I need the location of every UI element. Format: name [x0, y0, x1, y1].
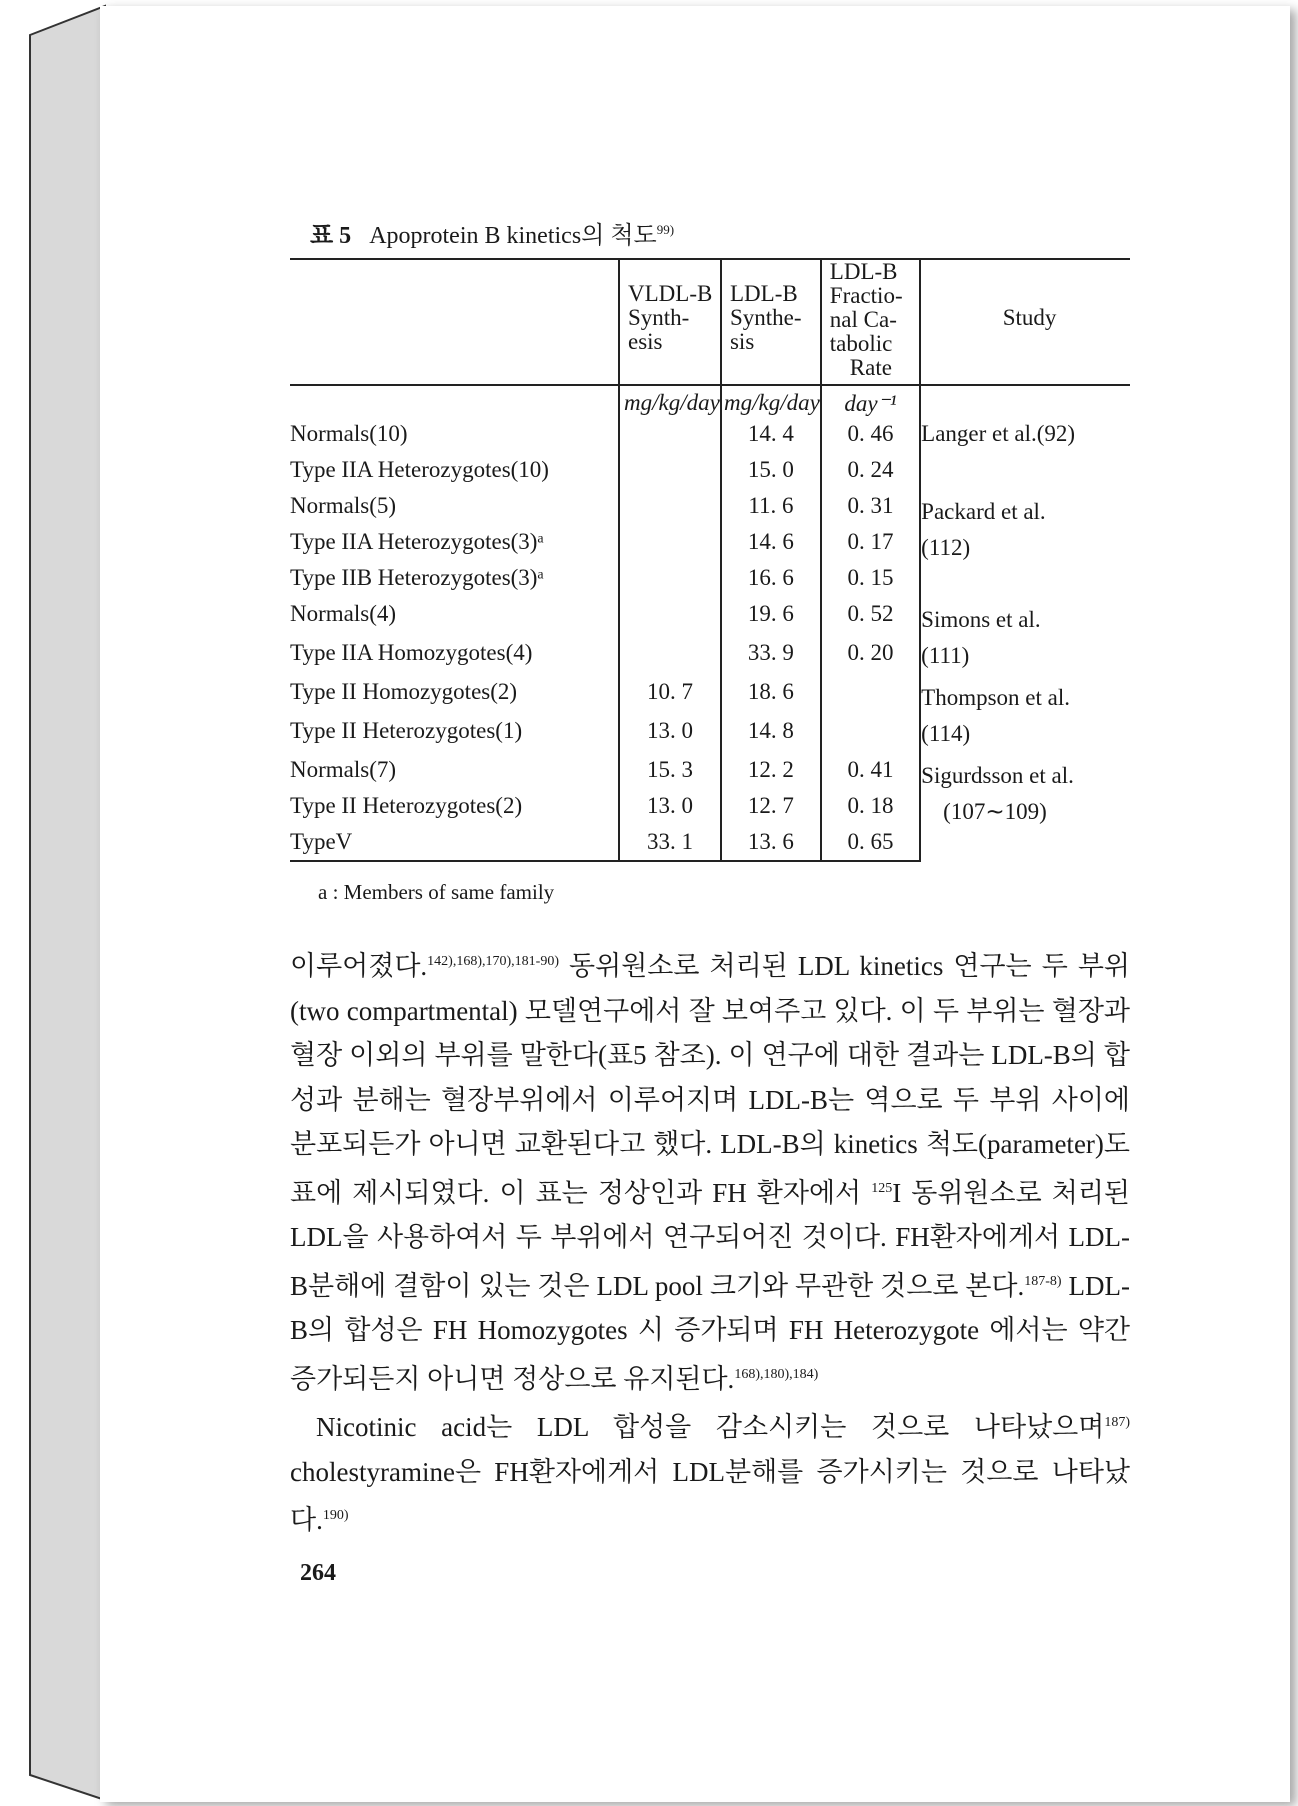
- table-row: Type IIA Heterozygotes(3)ᵃ 14. 6 0. 17: [290, 524, 1130, 560]
- table-row: Type IIA Heterozygotes(10) 15. 0 0. 24: [290, 452, 1130, 488]
- table-row: Type IIA Homozygotes(4) 33. 9 0. 20: [290, 635, 1130, 674]
- caption-label: 표 5: [310, 223, 352, 249]
- study-cell: Langer et al.(92): [920, 416, 1130, 452]
- header-fcr: LDL-B Fractio- nal Ca- tabolic Rate: [821, 259, 920, 385]
- study-cell: Simons et al. (111): [920, 596, 1130, 674]
- study-cell: Thompson et al. (114): [920, 674, 1130, 752]
- header-vldl: VLDL-B Synth- esis: [619, 259, 721, 385]
- table-caption: [310, 215, 674, 250]
- table-row: Normals(4) 19. 6 0. 52 Simons et al. (111): [290, 596, 1130, 635]
- paragraph-1: 이루어졌다.$^{142),168),170),181-90)}$ 동위원소로 처리된 LDL kinetics 연구는 두 부위(two compartmental) 모델연구에서 잘 보여주고 있다. 이 두 부위는 혈장과 혈장 이외의 부위를 말한다(표5 참조). 이 연구에 대한 결과는 LDL-B의 합성과 분해는 혈장부위에서 이루어지며 LDL-B는 역으로 두 부위 사이에 분포되든가 아니면 교환된다고 했다. LDL-B의 kinetics 척도(parameter)도 표에 제시되였다. 이 표는 정상인과 FH 환자에서 $^{125}$I 동위원소로 처리된 LDL을 사용하여서 두 부위에서 연구되어진 것이다. FH환자에게서 LDL-B분해에 결함이 있는 것은 LDL pool 크기와 무관한 것으로 본다.$^{187-8)}$ LDL-B의 합성은 FH Homozygotes 시 증가되며 FH Heterozygote 에서는 약간 증가되든지 아니면 정상으로 유지된다.$^{168),180),184)}$: [290, 951, 1130, 1394]
- page-number: 264: [300, 1560, 336, 1586]
- caption-title: Apoprotein B kinetics의 척도: [369, 223, 657, 249]
- header-ldl: LDL-B Synthe- sis: [721, 259, 821, 385]
- book-spine: [0, 0, 110, 1806]
- table-row: Type II Homozygotes(2) 10. 7 18. 6 Thompson et al. (114): [290, 674, 1130, 713]
- unit-ldl: mg/kg/day: [721, 385, 821, 416]
- kinetics-table: [290, 258, 1130, 862]
- table-row: Type II Heterozygotes(2) 13. 0 12. 7 0. 18: [290, 788, 1130, 824]
- table-row: Normals(7) 15. 3 12. 2 0. 41 Sigurdsson et al. (107∼109): [290, 752, 1130, 788]
- table-row: Normals(10) 14. 4 0. 46 Langer et al.(92): [290, 416, 1130, 452]
- header-row: [290, 259, 1130, 385]
- table-footnote: a : Members of same family: [318, 880, 555, 904]
- unit-fcr: day⁻¹: [821, 385, 920, 416]
- caption-ref: 99): [656, 222, 675, 237]
- header-study: Study: [920, 259, 1130, 385]
- header-group: [290, 259, 619, 385]
- unit-vldl: mg/kg/day: [619, 385, 721, 416]
- unit-row: [290, 385, 1130, 416]
- table-row: TypeV 33. 1 13. 6 0. 65: [290, 824, 1130, 861]
- body-text: [290, 940, 1130, 1543]
- paragraph-2: Nicotinic acid는 LDL 합성을 감소시키는 것으로 나타났으며$^{187)}$ cholestyramine은 FH환자에게서 LDL분해를 증가시키는 것으로 나타났다.$^{190)}$: [290, 1412, 1130, 1535]
- study-cell: Packard et al. (112): [920, 488, 1130, 596]
- table-row: Type II Heterozygotes(1) 13. 0 14. 8: [290, 713, 1130, 752]
- table-row: Normals(5) 11. 6 0. 31 Packard et al. (112): [290, 488, 1130, 524]
- table-row: Type IIB Heterozygotes(3)ᵃ 16. 6 0. 15: [290, 560, 1130, 596]
- study-cell: Sigurdsson et al. (107∼109): [920, 752, 1130, 861]
